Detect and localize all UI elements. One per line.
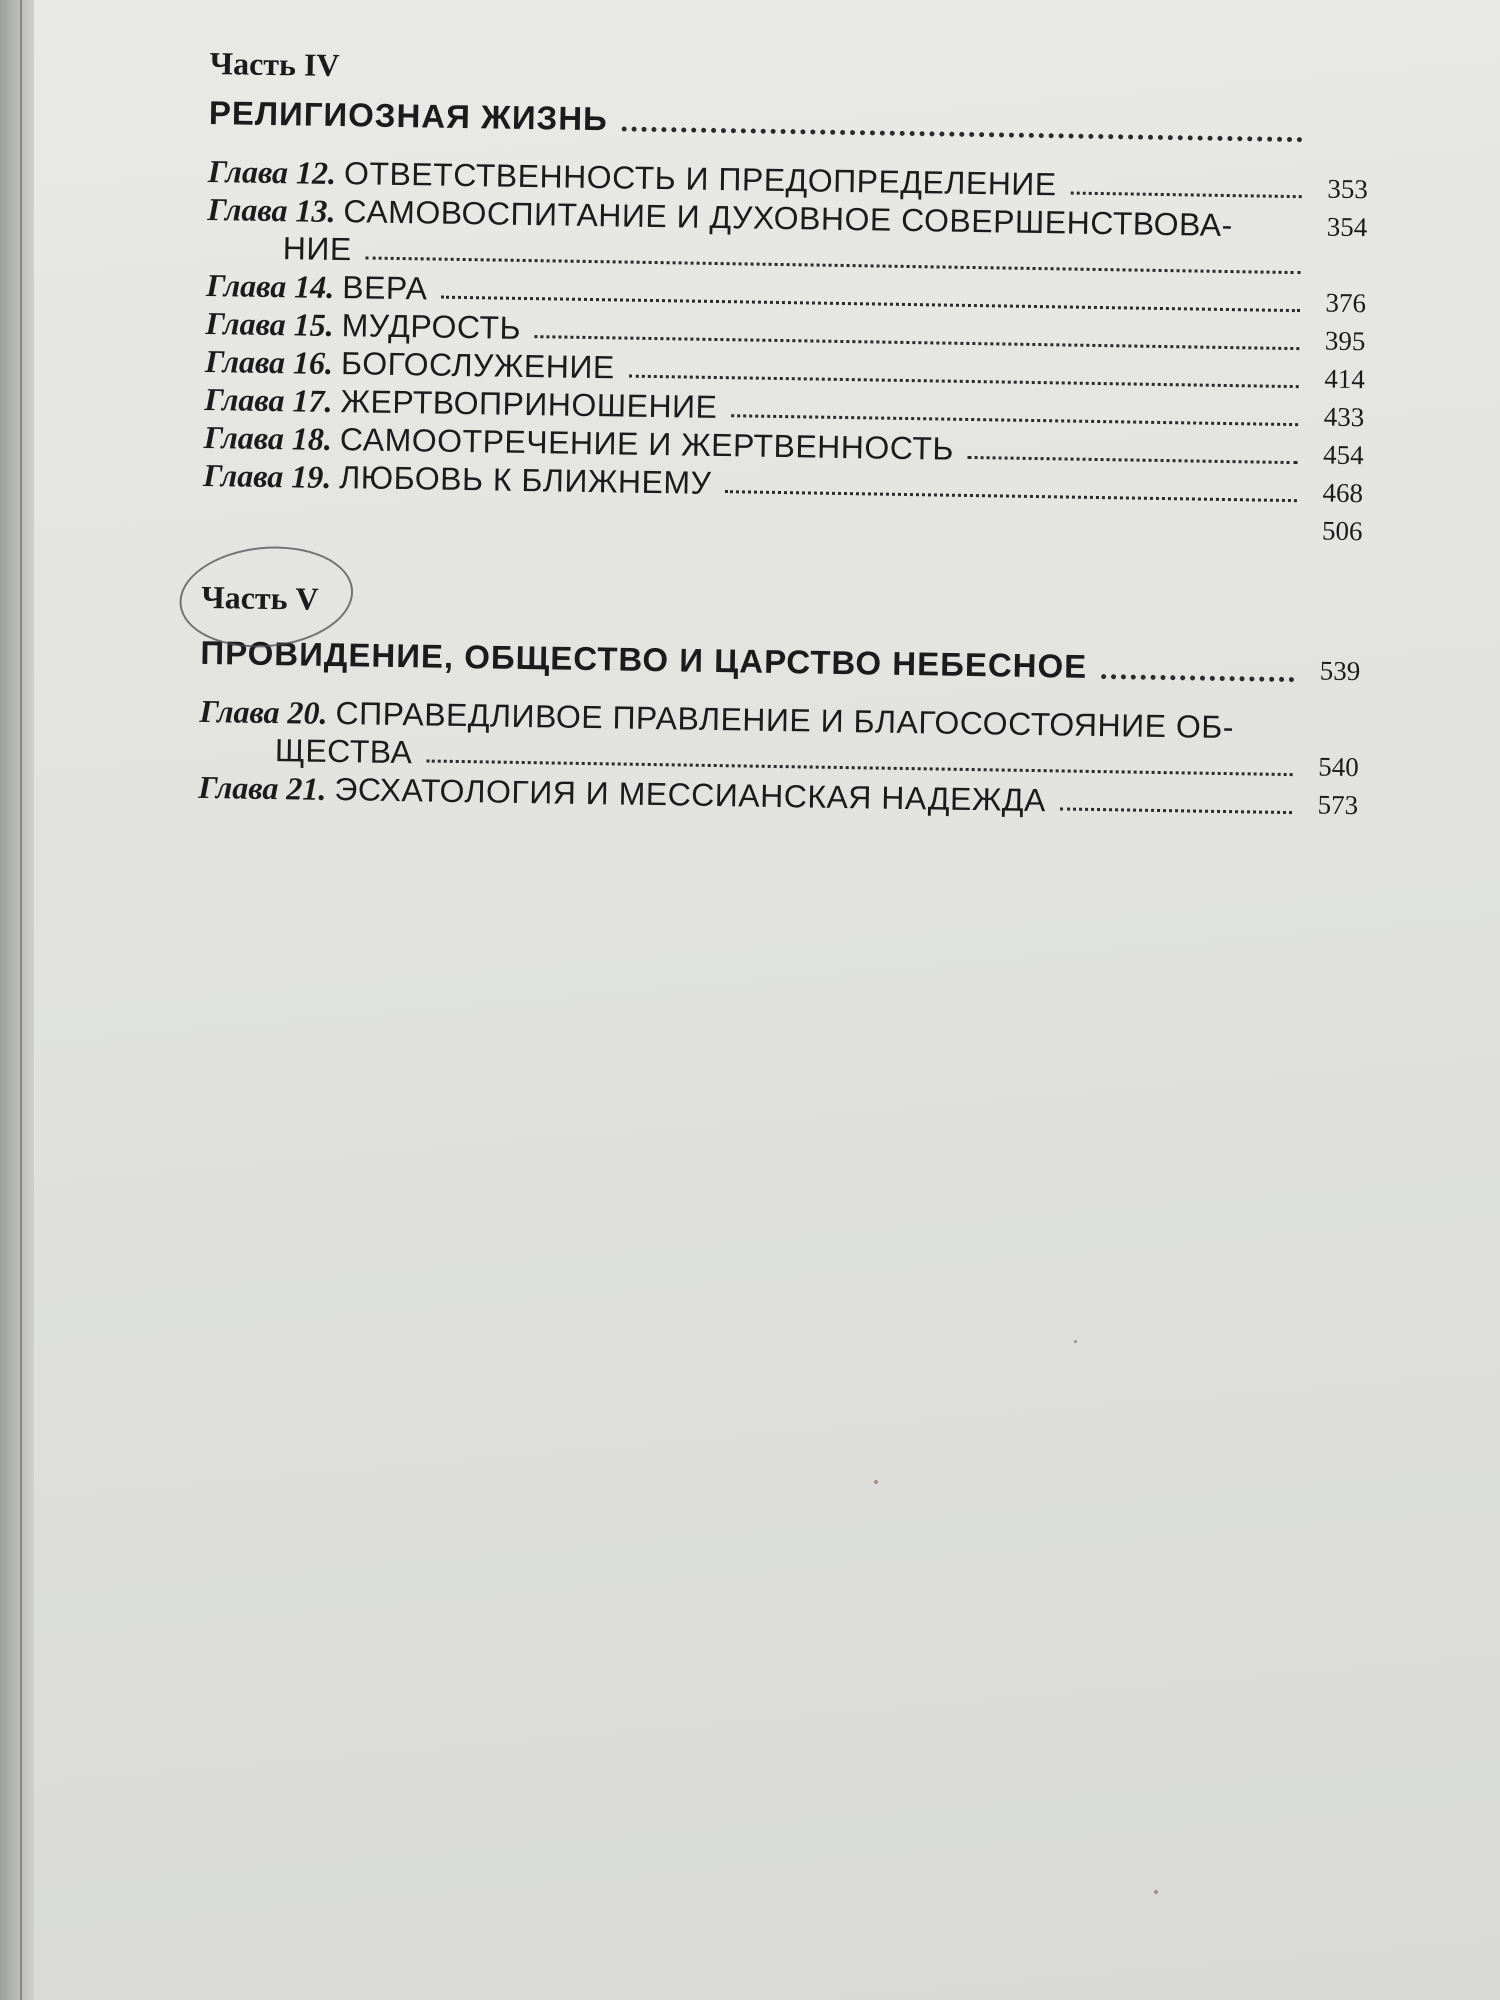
chapter-page: 433	[1323, 401, 1365, 433]
dot-leader	[731, 414, 1298, 426]
chapter-title-line1: СПРАВЕДЛИВОЕ ПРАВЛЕНИЕ И БЛАГОСОСТОЯНИЕ ОБ-	[335, 695, 1235, 746]
chapter-page: 353	[1327, 173, 1369, 205]
dot-leader	[725, 490, 1297, 502]
chapter-page: 468	[1322, 477, 1364, 509]
chapter-label: Глава 13.	[207, 190, 336, 229]
dot-leader	[1101, 674, 1294, 682]
part-v-label-text: Часть V	[200, 578, 319, 617]
chapter-title-line1: САМОВОСПИТАНИЕ И ДУХОВНОЕ СОВЕРШЕНСТВОВА-	[343, 193, 1234, 244]
chapter-label: Глава 18.	[203, 418, 333, 457]
table-of-contents	[198, 42, 1370, 824]
chapter-label: Глава 15.	[205, 304, 334, 343]
dot-leader	[1071, 192, 1302, 199]
chapter-page: 395	[1324, 325, 1366, 357]
book-spine-shadow	[0, 0, 34, 2000]
chapter-title-line2: ЩЕСТВА	[274, 732, 413, 771]
part-iv-title-row	[209, 92, 1370, 152]
part-v-page: 539	[1319, 655, 1361, 687]
chapter-page: 414	[1324, 363, 1366, 395]
chapter-title: ЛЮБОВЬ К БЛИЖНЕМУ	[339, 459, 712, 501]
chapter-page: 354	[1326, 211, 1368, 243]
chapter-page: 540	[1318, 751, 1359, 783]
dot-leader	[1060, 807, 1292, 814]
chapter-title: МУДРОСТЬ	[341, 307, 522, 346]
chapter-label: Глава 20.	[199, 692, 328, 731]
dot-leader	[535, 335, 1299, 350]
chapter-label: Глава 12.	[207, 152, 337, 191]
chapter-page: 454	[1322, 439, 1364, 471]
chapter-title: БОГОСЛУЖЕНИЕ	[340, 345, 616, 386]
paper-speck	[1154, 1890, 1158, 1894]
part-iv-label: Часть IV	[209, 44, 340, 84]
chapter-label: Глава 21.	[198, 768, 327, 807]
part-iv-page	[1312, 151, 1368, 152]
chapter-label: Глава 16.	[204, 342, 334, 381]
chapter-title-line2: НИЕ	[282, 230, 352, 268]
dot-leader	[968, 456, 1298, 464]
dot-leader	[629, 375, 1299, 389]
chapter-title: САМООТРЕЧЕНИЕ И ЖЕРТВЕННОСТЬ	[339, 421, 955, 467]
chapter-label: Глава 19.	[202, 456, 332, 495]
part-iv-title: РЕЛИГИОЗНАЯ ЖИЗНЬ	[208, 93, 609, 138]
trailing-page-number: 506	[1321, 515, 1363, 547]
chapter-label: Глава 14.	[205, 266, 335, 305]
chapter-title: ВЕРА	[342, 269, 428, 307]
part-v-label	[201, 576, 319, 620]
part-v-title-row	[200, 632, 1361, 692]
chapter-title: ЭСХАТОЛОГИЯ И МЕССИАНСКАЯ НАДЕЖДА	[334, 771, 1047, 819]
chapter-page: 573	[1317, 789, 1359, 821]
spacer	[202, 532, 1306, 549]
chapter-title: ЖЕРТВОПРИНОШЕНИЕ	[340, 383, 718, 426]
dot-leader	[622, 126, 1303, 142]
book-spine-edge	[20, 0, 22, 2000]
part-v-title: ПРОВИДЕНИЕ, ОБЩЕСТВО И ЦАРСТВО НЕБЕСНОЕ	[200, 633, 1088, 685]
chapter-page: 376	[1325, 287, 1367, 319]
chapter-label: Глава 17.	[204, 380, 333, 419]
paper-speck	[1074, 1340, 1077, 1343]
paper-speck	[874, 1480, 878, 1484]
chapter-title: ОТВЕТСТВЕННОСТЬ И ПРЕДОПРЕДЕЛЕНИЕ	[343, 155, 1057, 203]
